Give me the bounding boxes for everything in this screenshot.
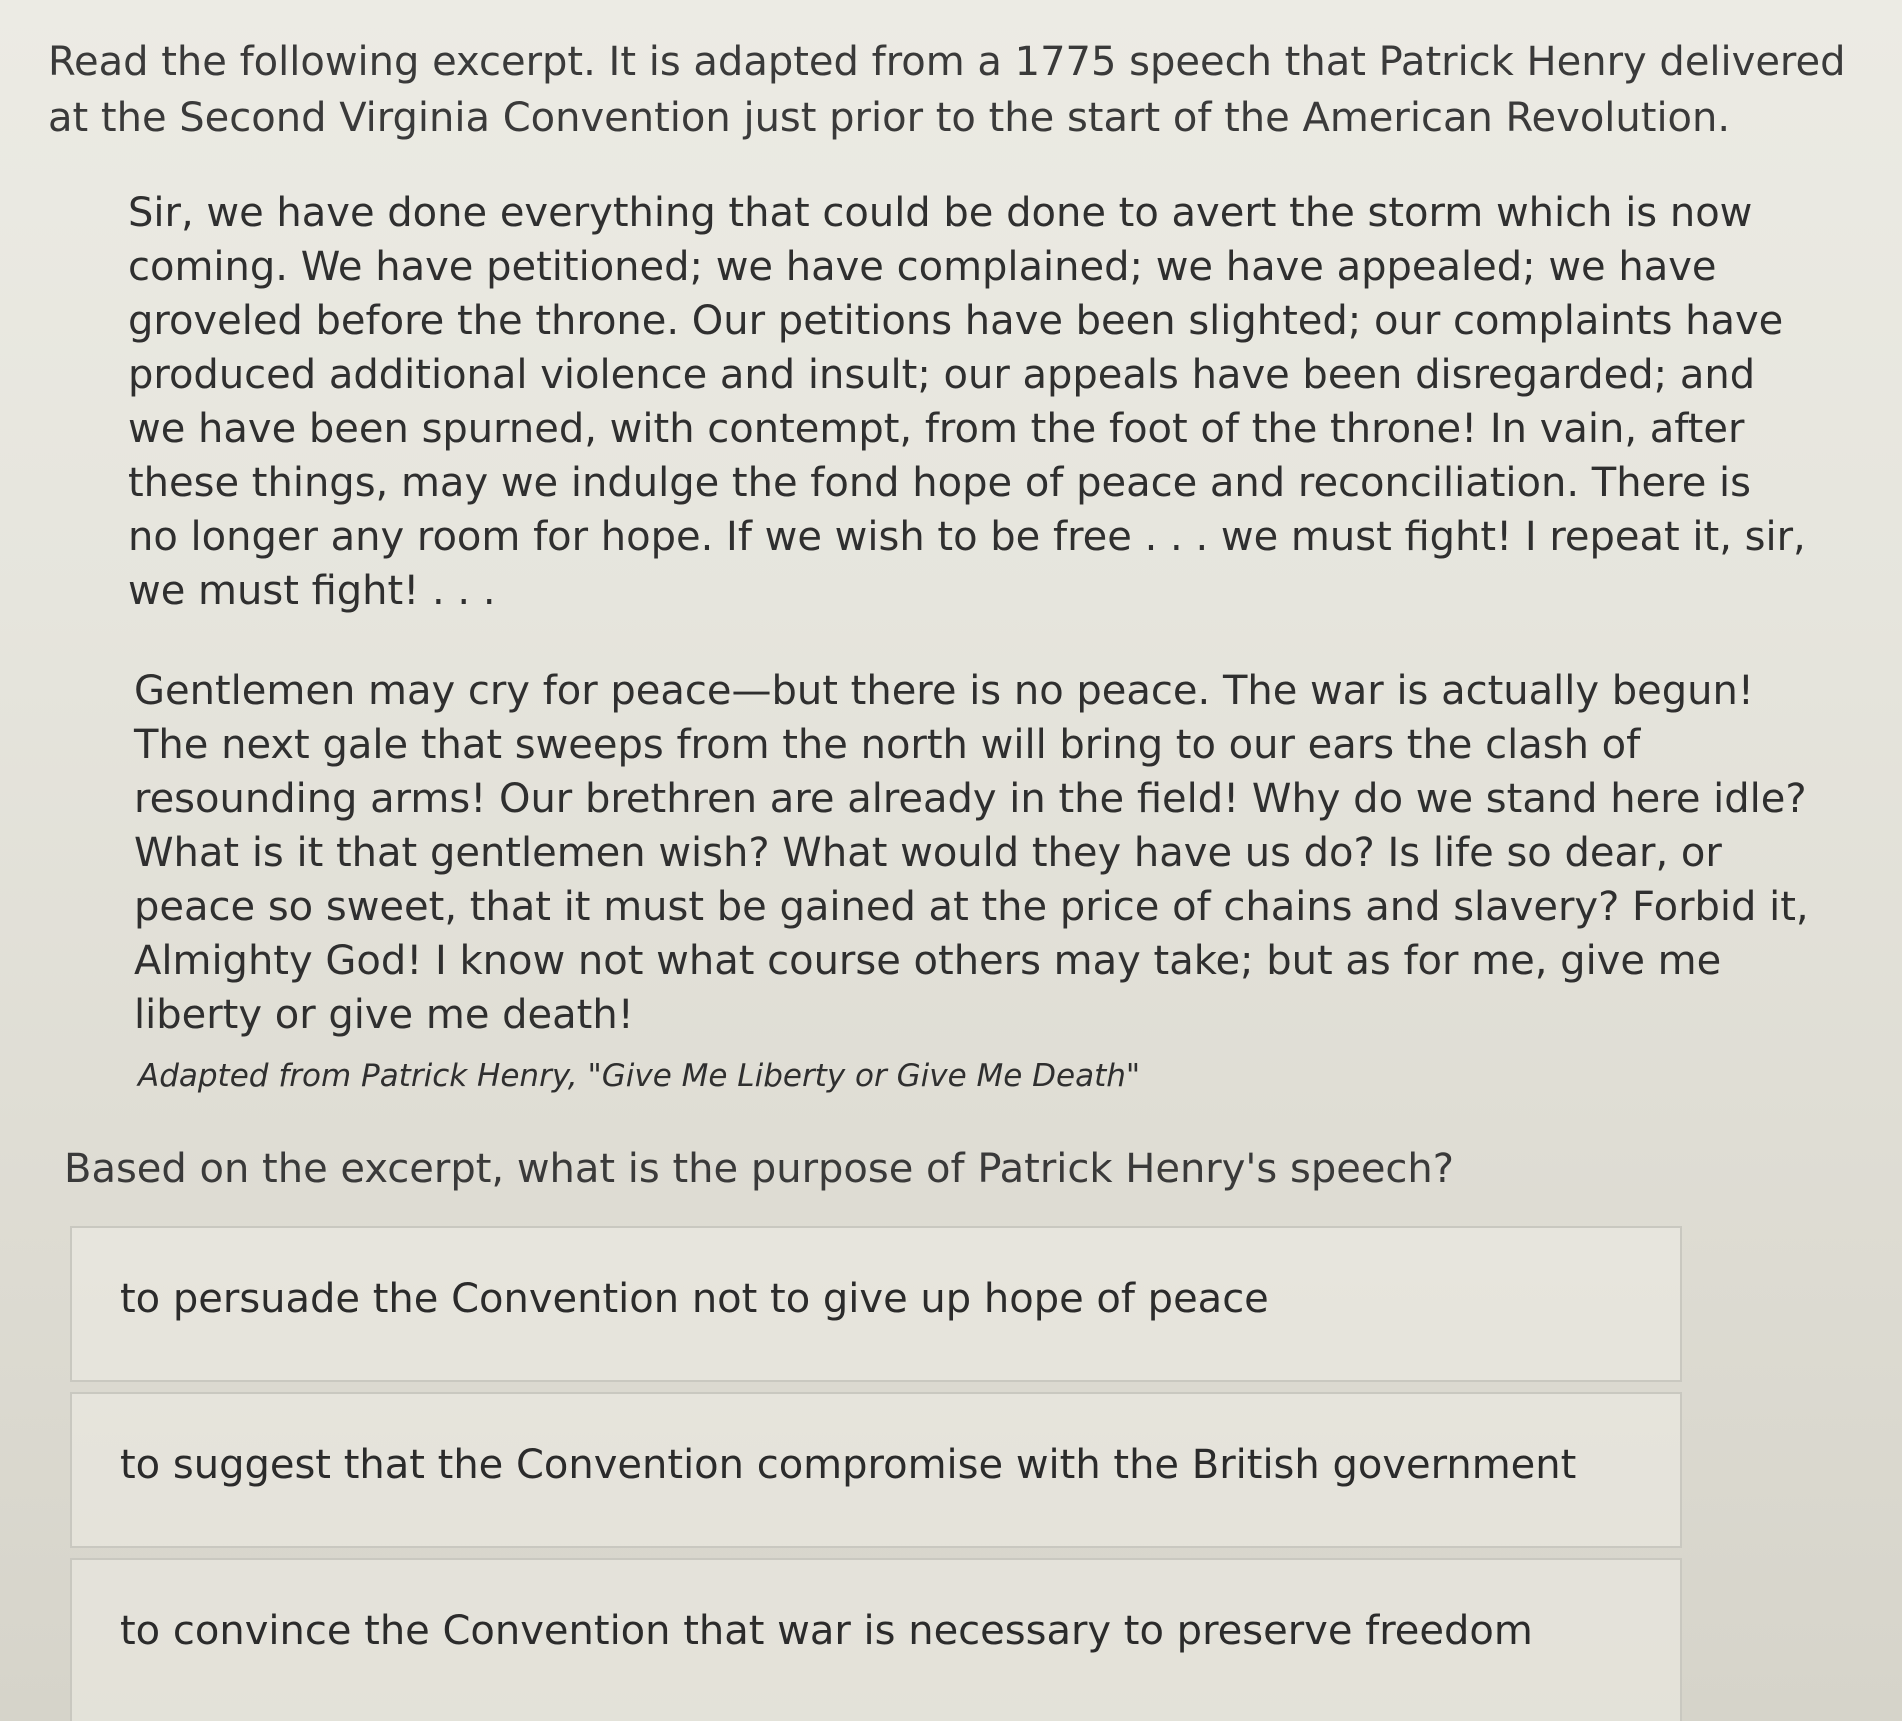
question-prompt: Based on the excerpt, what is the purpose of Patrick Henry's speech? [64,1146,1454,1192]
passage-paragraph-1: Sir, we have done everything that could be done to avert the storm which is now coming. We have petitioned; we have complained; we have appealed; we have groveled before the throne. Our petitions have been slighted; our complaints have produced additional violence and insult; our appeals have been disregarded; and we have been spurned, with contempt, from the foot of the throne! In vain, after these things, may we indulge the fond hope of peace and reconciliation. There is no longer any room for hope. If we wish to be free . . . we must fight! I repeat it, sir, we must fight! . . . [128,190,1806,614]
answer-choice-2[interactable] [70,1392,1682,1548]
answer-choice-label: to persuade the Convention not to give up hope of peace [120,1276,1269,1322]
passage-attribution: Adapted from Patrick Henry, "Give Me Liberty or Give Me Death" [138,1058,1141,1094]
answer-choice-label: to suggest that the Convention compromise with the British government [120,1442,1577,1488]
answer-choice-1[interactable] [70,1226,1682,1382]
answer-choice-3[interactable] [70,1558,1682,1721]
answer-choice-label: to convince the Convention that war is necessary to preserve freedom [120,1608,1533,1654]
passage-paragraph-2: Gentlemen may cry for peace—but there is no peace. The war is actually begun! The next gale that sweeps from the north will bring to our ears the clash of resounding arms! Our brethren are already in the field! Why do we stand here idle? What is it that gentlemen wish? What would they have us do? Is life so dear, or peace so sweet, that it must be gained at the price of chains and slavery? Forbid it, Almighty God! I know not what course others may take; but as for me, give me liberty or give me death! [134,668,1809,1038]
intro-text: Read the following excerpt. It is adapted from a 1775 speech that Patrick Henry delivered at the Second Virginia Convention just prior to the start of the American Revolution. [48,39,1846,141]
